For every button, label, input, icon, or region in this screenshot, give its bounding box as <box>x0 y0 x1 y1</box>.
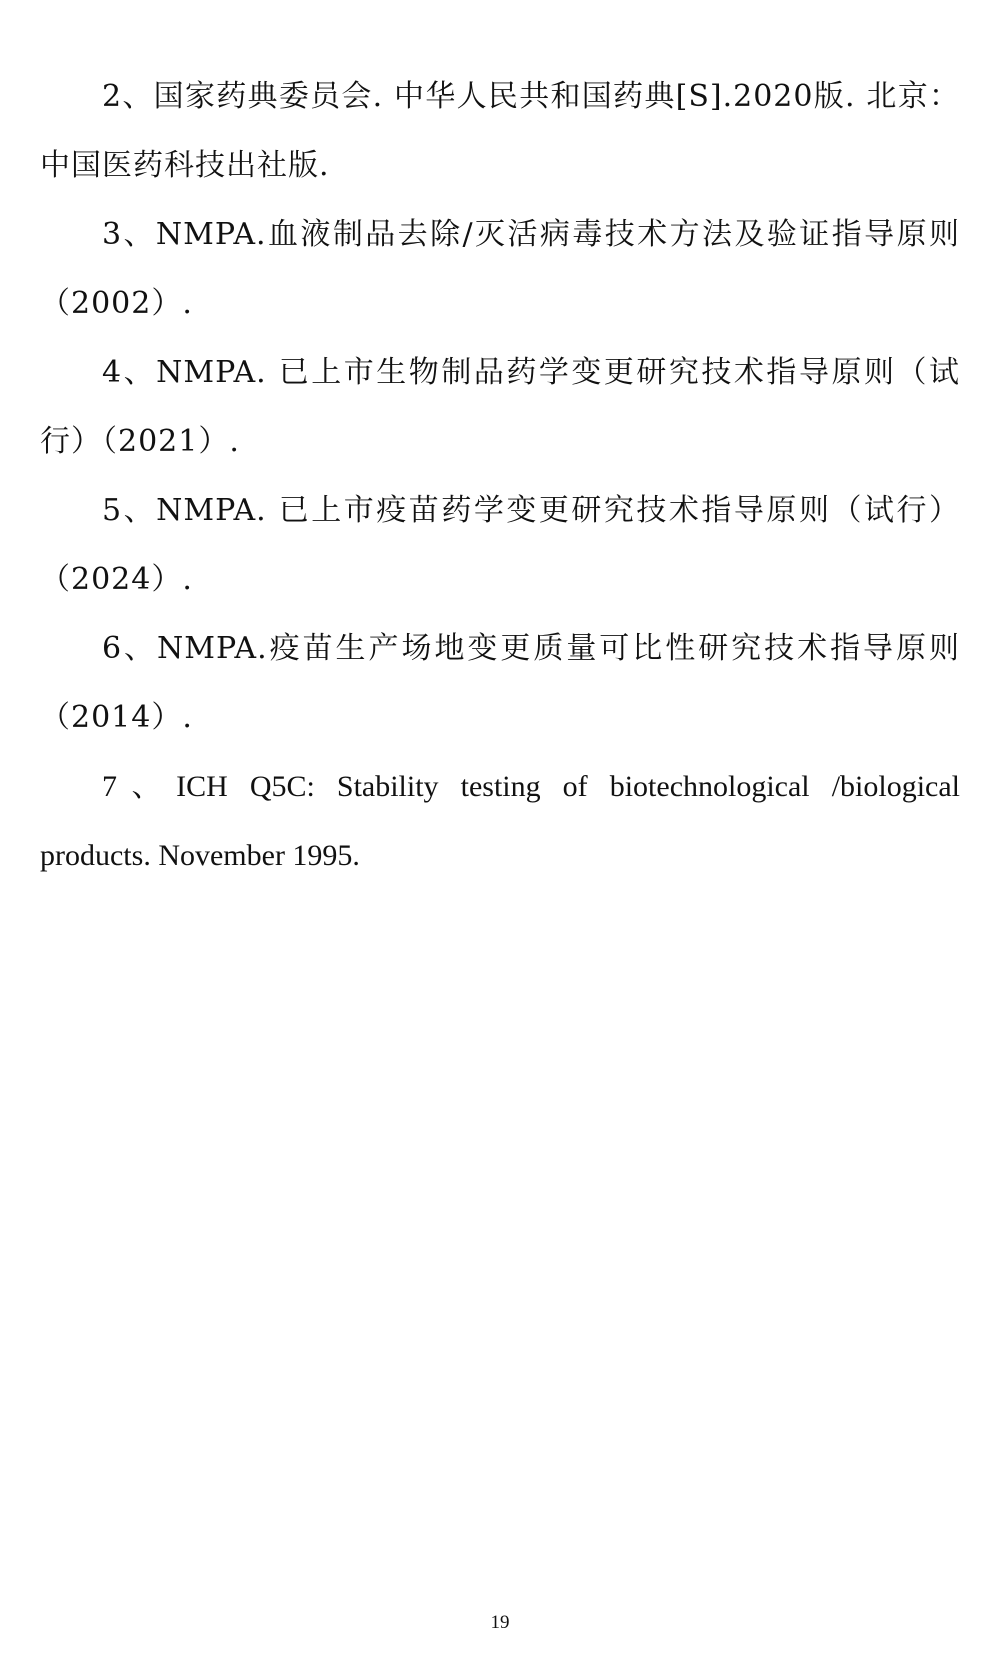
reference-item: 5、NMPA. 已上市疫苗药学变更研究技术指导原则（试行）（2024）. <box>40 493 960 597</box>
reference-item: 2、国家药典委员会. 中华人民共和国药典[S].2020版. 北京：中国医药科技出社版. <box>40 79 960 183</box>
reference-item: 6、NMPA.疫苗生产场地变更质量可比性研究技术指导原则（2014）. <box>40 631 960 735</box>
page-number: 19 <box>490 1612 510 1633</box>
reference-item: 7、ICH Q5C: Stability testing of biotechnological /biological products. November 1995. <box>40 770 960 872</box>
reference-list <box>40 62 960 890</box>
reference-item: 3、NMPA.血液制品去除/灭活病毒技术方法及验证指导原则（2002）. <box>40 217 960 321</box>
reference-item: 4、NMPA. 已上市生物制品药学变更研究技术指导原则（试行）（2021）. <box>40 355 960 459</box>
